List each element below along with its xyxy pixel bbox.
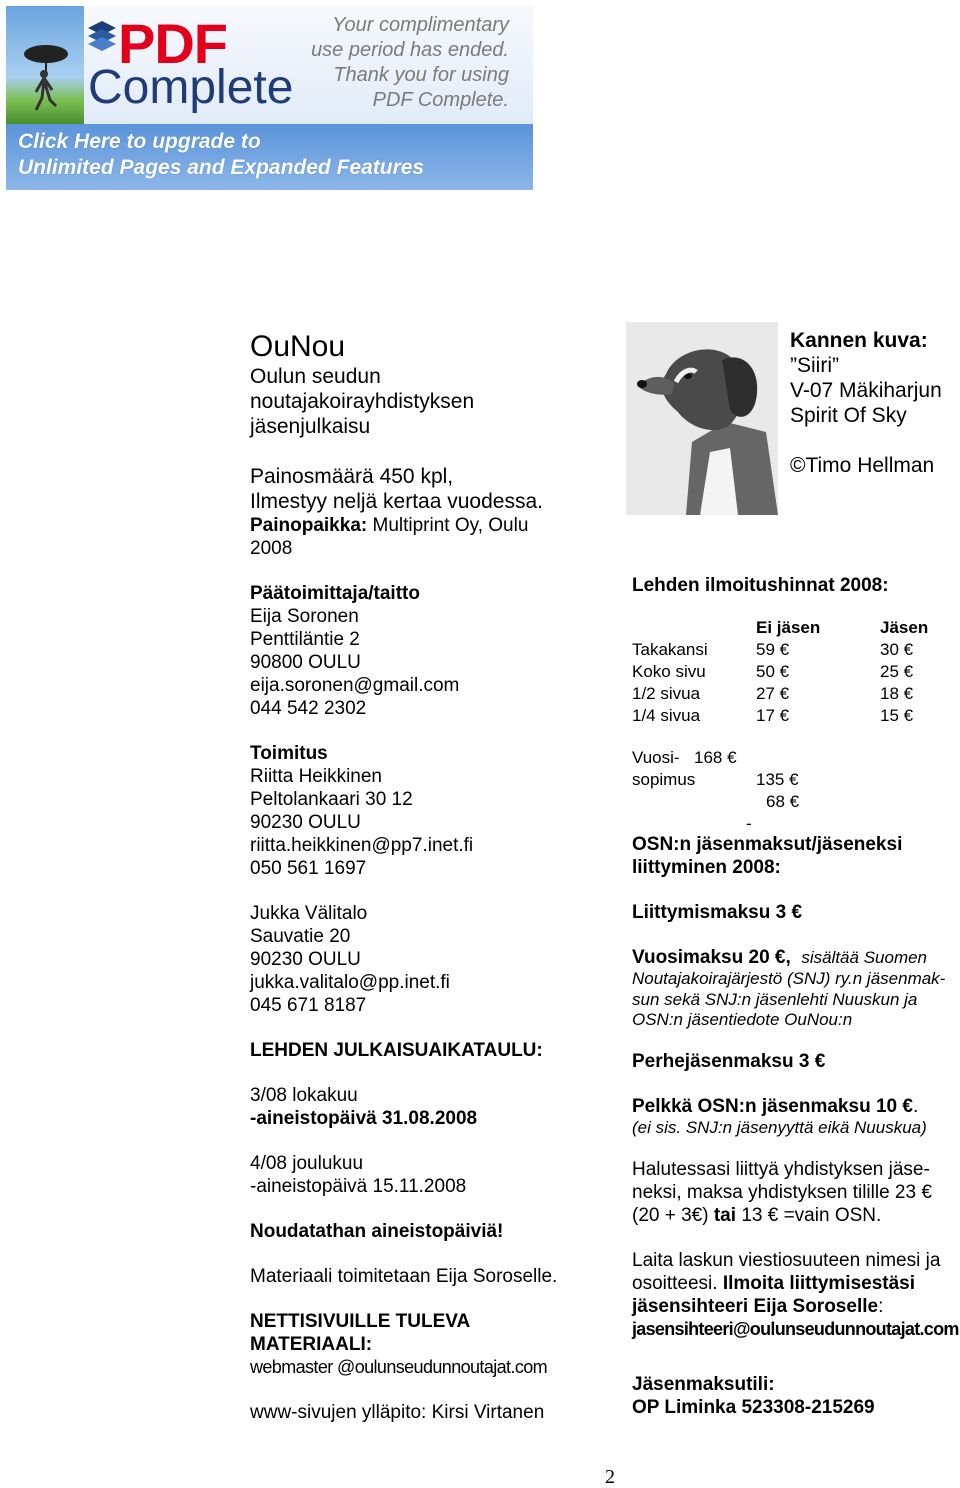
print-place-label: Painopaikka: (250, 515, 368, 536)
contact2-city: 90230 OULU (250, 949, 361, 970)
annual-contract (632, 747, 960, 835)
ads-table (632, 617, 960, 727)
secretary-name: jäsensihteeri Eija Soroselle (632, 1296, 879, 1317)
contract-row (632, 747, 960, 769)
ad-price-nonmember: 27 € (756, 684, 790, 703)
contract-value: 135 € (756, 770, 799, 789)
ad-price-nonmember: 50 € (756, 662, 790, 681)
contact2-name: Jukka Välitalo (250, 903, 368, 924)
contact2-email[interactable]: jukka.valitalo@pp.inet.fi (250, 972, 450, 993)
account-number: OP Liminka 523308-215269 (632, 1397, 875, 1418)
editor-phone: 044 542 2302 (250, 698, 367, 719)
contract-label: Vuosi- (632, 748, 680, 767)
join-instructions-line: neksi, maksa yhdistyksen tilille 23 € (632, 1182, 932, 1203)
issue-1: 3/08 lokakuu (250, 1085, 358, 1106)
left-column (250, 330, 590, 1424)
editor-city: 90800 OULU (250, 652, 361, 673)
cover-line: ”Siiri” (790, 354, 839, 377)
ad-price-member: 18 € (880, 684, 914, 703)
banner-upgrade-link[interactable] (6, 124, 533, 190)
contract-value: 68 € (766, 792, 800, 811)
invoice-instructions-notify: Ilmoita liittymisestäsi (722, 1273, 916, 1294)
toimitus-street: Peltolankaari 30 12 (250, 789, 413, 810)
page-number: 2 (605, 1466, 615, 1488)
deadline-1: -aineistopäivä 31.08.2008 (250, 1108, 478, 1129)
table-row (632, 639, 960, 661)
banner-message-line: PDF Complete. (372, 89, 509, 111)
print-run: Painosmäärä 450 kpl, (250, 465, 454, 488)
ad-price-nonmember: 59 € (756, 640, 790, 659)
print-place (250, 514, 590, 537)
banner-logo-area (84, 6, 533, 124)
toimitus-heading: Toimitus (250, 743, 328, 764)
annual-fee: Vuosimaksu 20 €, (632, 947, 791, 968)
annual-fee-note-line: sun sekä SNJ:n jäsenlehti Nuuskun ja (632, 990, 918, 1009)
print-place-value: Multiprint Oy, Oulu (372, 515, 529, 536)
issue-2: 4/08 joulukuu (250, 1153, 364, 1174)
ad-price-member: 25 € (880, 662, 914, 681)
membership-heading-line: liittyminen 2008: (632, 857, 781, 878)
contract-row (632, 791, 960, 813)
table-row (632, 661, 960, 683)
toimitus-name: Riitta Heikkinen (250, 766, 382, 787)
join-fee: Liittymismaksu 3 € (632, 902, 803, 923)
cover-caption (790, 328, 942, 478)
join-instructions-line: Halutessasi liittyä yhdistyksen jäse- (632, 1159, 930, 1180)
banner-logo-pdf: PDF (118, 12, 227, 75)
ad-price-member: 15 € (880, 706, 914, 725)
ads-col-nonmember: Ei jäsen (756, 618, 821, 637)
contract-label: sopimus (632, 770, 696, 789)
ad-size-label: Takakansi (632, 640, 708, 659)
subtitle-line: jäsenjulkaisu (250, 415, 371, 438)
cover-heading: Kannen kuva: (790, 329, 928, 352)
invoice-instructions-address: osoitteesi. (632, 1273, 718, 1294)
publication-title: OuNou (250, 330, 346, 363)
osn-only-fee: Pelkkä OSN:n jäsenmaksu 10 € (632, 1096, 913, 1117)
right-column (632, 574, 960, 1419)
subtitle-line: Oulun seudun (250, 365, 381, 388)
toimitus-email[interactable]: riitta.heikkinen@pp7.inet.fi (250, 835, 474, 856)
web-heading-line: NETTISIVUILLE TULEVA (250, 1311, 471, 1332)
membership-heading-line: OSN:n jäsenmaksut/jäseneksi (632, 834, 903, 855)
account-heading: Jäsenmaksutili: (632, 1374, 775, 1395)
cover-line: Spirit Of Sky (790, 404, 907, 427)
editor-heading: Päätoimittaja/taitto (250, 583, 420, 604)
invoice-instructions-line: Laita laskun viestiosuuteen nimesi ja (632, 1250, 941, 1271)
contract-value: 168 € (694, 748, 737, 767)
contract-dash: - (746, 814, 752, 833)
family-fee: Perhejäsenmaksu 3 € (632, 1051, 826, 1072)
banner-message-line: Your complimentary (332, 14, 509, 36)
ad-size-label: 1/4 sivua (632, 706, 701, 725)
banner-logo-complete: Complete (88, 61, 294, 114)
contact2-street: Sauvatie 20 (250, 926, 351, 947)
upgrade-link-line[interactable]: Unlimited Pages and Expanded Features (18, 156, 425, 179)
cover-line: V-07 Mäkiharjun (790, 379, 942, 402)
ads-heading: Lehden ilmoitushinnat 2008: (632, 575, 889, 596)
print-year: 2008 (250, 538, 293, 559)
table-row (632, 705, 960, 727)
banner-message-line: Thank you for using (333, 64, 509, 86)
subtitle-line: noutajakoirayhdistyksen (250, 390, 475, 413)
contract-row (632, 813, 960, 835)
contract-row (632, 769, 960, 791)
ads-col-member: Jäsen (880, 618, 929, 637)
pdf-complete-logo-icon (86, 20, 118, 54)
toimitus-phone: 050 561 1697 (250, 858, 367, 879)
publishing-frequency: Ilmestyy neljä kertaa vuodessa. (250, 490, 543, 513)
ad-price-member: 30 € (880, 640, 914, 659)
join-instructions-or: tai (713, 1205, 737, 1226)
upgrade-link-line[interactable]: Click Here to upgrade to (18, 130, 261, 153)
osn-only-note: (ei sis. SNJ:n jäsenyyttä eikä Nuuskua) (632, 1118, 927, 1137)
deadline-2: -aineistopäivä 15.11.2008 (250, 1176, 467, 1197)
ads-table-header (632, 617, 960, 639)
join-instructions-amount: (20 + 3€) (632, 1205, 709, 1226)
editor-email[interactable]: eija.soronen@gmail.com (250, 675, 460, 696)
ad-price-nonmember: 17 € (756, 706, 790, 725)
banner-photo (6, 6, 84, 124)
annual-fee-note-line: OSN:n jäsentiedote OuNou:n (632, 1010, 853, 1029)
webmaster-email[interactable]: webmaster @oulunseudunnoutajat.com (250, 1357, 548, 1377)
secretary-colon: : (878, 1296, 884, 1317)
editor-street: Penttiläntie 2 (250, 629, 360, 650)
osn-only-fee-period: . (912, 1096, 919, 1117)
secretary-email[interactable]: jasensihteeri@oulunseudunnoutajat.com (632, 1319, 959, 1339)
join-instructions-osn: 13 € =vain OSN. (741, 1205, 882, 1226)
banner-message-line: use period has ended. (311, 39, 509, 61)
ad-size-label: 1/2 sivua (632, 684, 701, 703)
cover-dog-photo (626, 322, 778, 515)
deadline-note: Noudatathan aineistopäiviä! (250, 1221, 504, 1242)
web-heading-line: MATERIAALI: (250, 1334, 373, 1355)
web-admin: www-sivujen ylläpito: Kirsi Virtanen (250, 1402, 545, 1423)
pdf-complete-upgrade-banner[interactable] (6, 6, 533, 190)
table-row (632, 683, 960, 705)
ad-size-label: Koko sivu (632, 662, 706, 681)
annual-fee-note: sisältää Suomen (801, 948, 928, 967)
toimitus-city: 90230 OULU (250, 812, 361, 833)
material-to: Materiaali toimitetaan Eija Soroselle. (250, 1266, 558, 1287)
annual-fee-note-line: Noutajakoirajärjestö (SNJ) ry.n jäsenmak- (632, 969, 946, 988)
schedule-heading: LEHDEN JULKAISUAIKATAULU: (250, 1040, 543, 1061)
cover-credit: ©Timo Hellman (790, 454, 935, 477)
contact2-phone: 045 671 8187 (250, 995, 367, 1016)
editor-name: Eija Soronen (250, 606, 359, 627)
